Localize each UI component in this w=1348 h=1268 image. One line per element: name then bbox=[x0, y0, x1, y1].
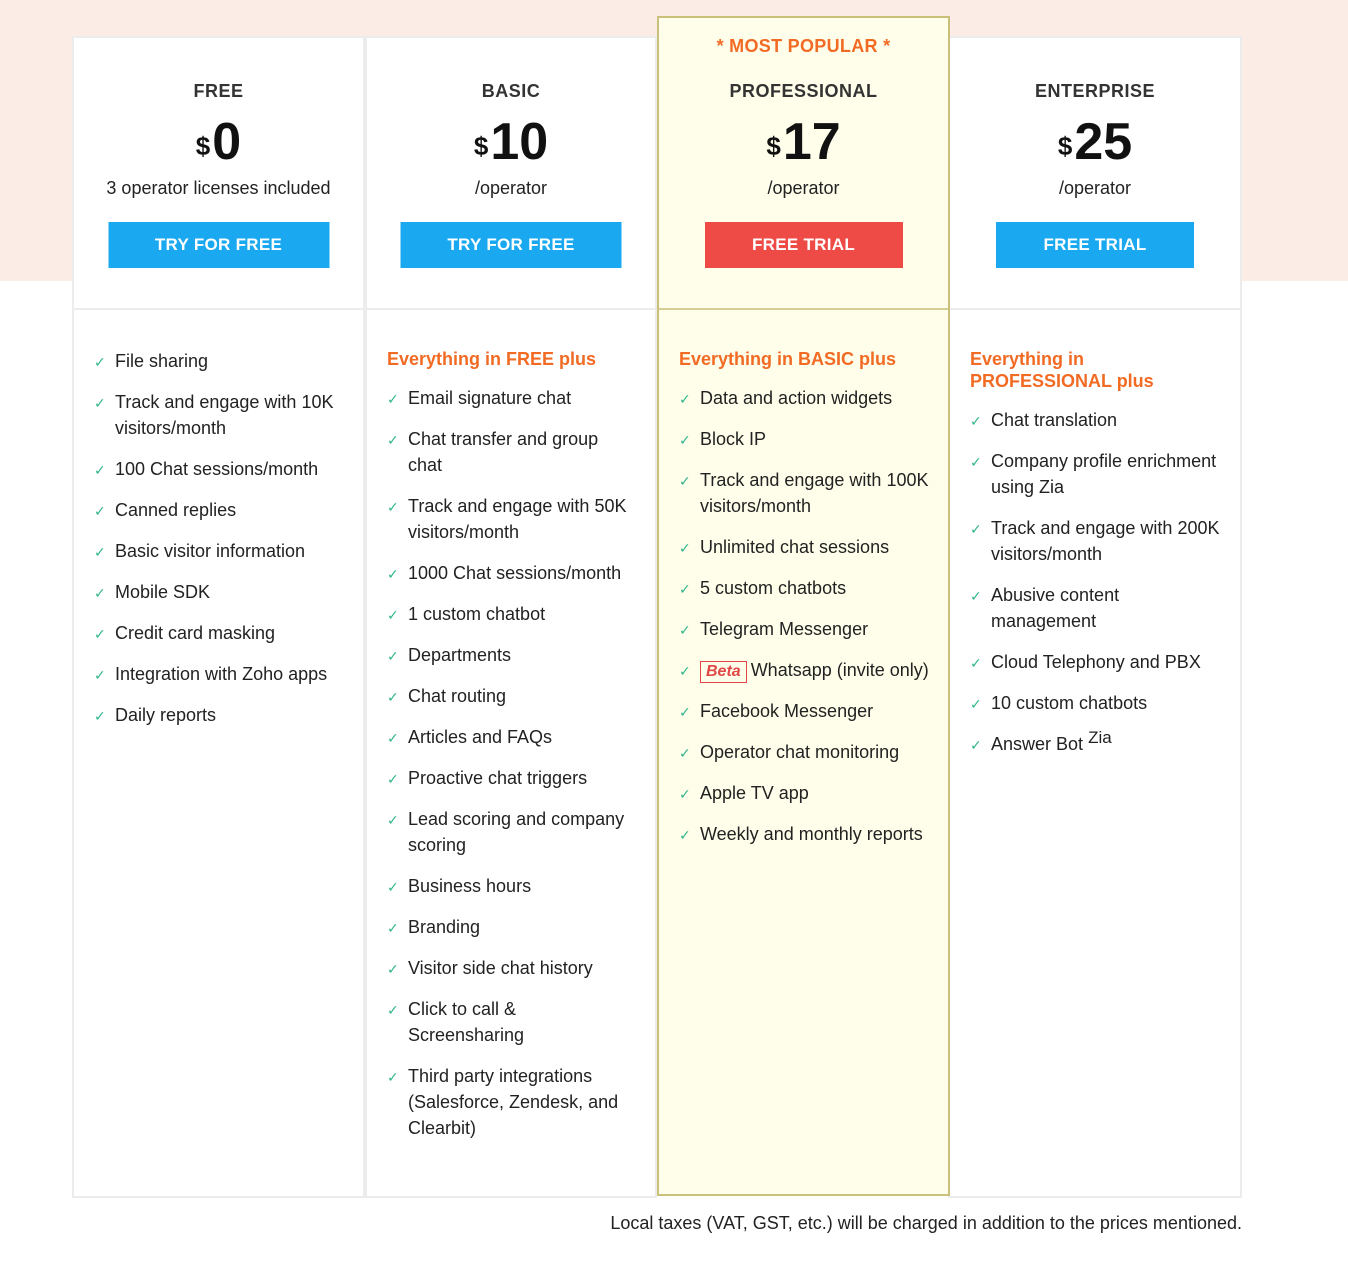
feature-item: ✓ Telegram Messenger bbox=[679, 619, 869, 639]
plus-title: Everything in PROFESSIONAL plus bbox=[970, 349, 1154, 391]
plan-name: BASIC bbox=[481, 81, 541, 101]
check-icon: ✓ bbox=[94, 667, 106, 683]
check-icon: ✓ bbox=[970, 521, 982, 537]
check-icon: ✓ bbox=[94, 395, 106, 411]
plan-header-professional bbox=[659, 18, 948, 310]
check-icon: ✓ bbox=[387, 920, 399, 936]
pricing-plans bbox=[72, 16, 1242, 1198]
check-icon: ✓ bbox=[387, 812, 399, 828]
check-icon: ✓ bbox=[387, 648, 399, 664]
check-icon: ✓ bbox=[970, 454, 982, 470]
feature-item: ✓ Articles and FAQs bbox=[387, 727, 553, 747]
feature-item: ✓ Beta Whatsapp (invite only) bbox=[679, 657, 948, 683]
check-icon: ✓ bbox=[94, 708, 106, 724]
plan-card-professional bbox=[657, 16, 950, 1196]
price-note: /operator bbox=[767, 178, 840, 198]
plan-price bbox=[367, 112, 655, 172]
plan-features-enterprise bbox=[950, 310, 1240, 772]
check-icon: ✓ bbox=[679, 745, 691, 761]
plan-name: PROFESSIONAL bbox=[729, 81, 878, 101]
price-amount: 0 bbox=[212, 113, 242, 171]
zia-superscript: Zia bbox=[1088, 728, 1112, 747]
feature-item: ✓ Facebook Messenger bbox=[679, 701, 874, 721]
feature-item: ✓ Credit card masking bbox=[94, 623, 276, 643]
feature-item: ✓ Track and engage with 200K visitors/month bbox=[970, 518, 1220, 564]
feature-item: ✓ 1000 Chat sessions/month bbox=[387, 563, 622, 583]
check-icon: ✓ bbox=[679, 827, 691, 843]
check-icon: ✓ bbox=[387, 607, 399, 623]
plan-features-professional bbox=[659, 310, 948, 862]
feature-item: ✓ Branding bbox=[387, 917, 481, 937]
free-trial-button[interactable]: FREE TRIAL bbox=[705, 222, 903, 268]
check-icon: ✓ bbox=[94, 626, 106, 642]
feature-item: ✓ Company profile enrichment using Zia bbox=[970, 451, 1217, 497]
feature-item: ✓ Mobile SDK bbox=[94, 582, 211, 602]
plan-name: FREE bbox=[193, 81, 244, 101]
feature-item: ✓ Daily reports bbox=[94, 705, 217, 725]
check-icon: ✓ bbox=[387, 1069, 399, 1085]
feature-item: ✓ Unlimited chat sessions bbox=[679, 537, 890, 557]
feature-item: ✓ Data and action widgets bbox=[679, 388, 893, 408]
feature-item: ✓ Departments bbox=[387, 645, 512, 665]
plan-card-free bbox=[72, 36, 365, 1198]
check-icon: ✓ bbox=[679, 663, 691, 679]
price-amount: 25 bbox=[1074, 113, 1133, 171]
feature-item: ✓ Click to call & Screensharing bbox=[387, 999, 525, 1045]
feature-item: ✓ 1 custom chatbot bbox=[387, 604, 546, 624]
currency-symbol: $ bbox=[766, 131, 781, 161]
plan-price bbox=[74, 112, 363, 172]
check-icon: ✓ bbox=[387, 566, 399, 582]
feature-item: ✓ Track and engage with 50K visitors/month bbox=[387, 496, 627, 542]
check-icon: ✓ bbox=[970, 737, 982, 753]
check-icon: ✓ bbox=[387, 1002, 399, 1018]
feature-item: ✓ 10 custom chatbots bbox=[970, 693, 1148, 713]
feature-item: ✓ Chat routing bbox=[387, 686, 507, 706]
beta-badge: Beta bbox=[700, 661, 747, 683]
plan-price bbox=[950, 112, 1240, 172]
check-icon: ✓ bbox=[970, 696, 982, 712]
check-icon: ✓ bbox=[94, 585, 106, 601]
try-for-free-button[interactable]: TRY FOR FREE bbox=[401, 222, 622, 268]
feature-item: ✓ Integration with Zoho apps bbox=[94, 664, 328, 684]
check-icon: ✓ bbox=[387, 499, 399, 515]
feature-item: ✓ Lead scoring and company scoring bbox=[387, 809, 625, 855]
check-icon: ✓ bbox=[679, 786, 691, 802]
plan-card-basic bbox=[365, 36, 657, 1198]
feature-item: ✓ Weekly and monthly reports bbox=[679, 824, 923, 844]
plan-header-basic bbox=[367, 38, 655, 310]
feature-item: ✓ Abusive content management bbox=[970, 585, 1120, 631]
check-icon: ✓ bbox=[679, 473, 691, 489]
feature-item: ✓ Third party integrations (Salesforce, Zendesk, and Clearbit) bbox=[387, 1066, 619, 1138]
feature-item: ✓ Cloud Telephony and PBX bbox=[970, 652, 1201, 672]
feature-item: ✓ Visitor side chat history bbox=[387, 958, 593, 978]
most-popular-badge: * MOST POPULAR * bbox=[716, 36, 891, 56]
check-icon: ✓ bbox=[94, 462, 106, 478]
feature-item: ✓ 100 Chat sessions/month bbox=[94, 459, 319, 479]
plan-name: ENTERPRISE bbox=[1034, 81, 1156, 101]
feature-item: ✓ Business hours bbox=[387, 876, 532, 896]
feature-item: ✓ Chat transfer and group chat bbox=[387, 429, 599, 475]
plus-title: Everything in FREE plus bbox=[387, 349, 597, 369]
price-amount: 10 bbox=[490, 113, 549, 171]
check-icon: ✓ bbox=[970, 655, 982, 671]
price-note: /operator bbox=[474, 178, 548, 198]
plan-card-enterprise bbox=[948, 36, 1242, 1198]
feature-item: ✓ File sharing bbox=[94, 351, 209, 371]
feature-item: ✓ Block IP bbox=[679, 429, 767, 449]
feature-item: ✓ Chat translation bbox=[970, 410, 1118, 430]
currency-symbol: $ bbox=[195, 131, 211, 161]
plan-price bbox=[659, 112, 948, 172]
plus-title: Everything in BASIC plus bbox=[679, 349, 897, 369]
check-icon: ✓ bbox=[387, 391, 399, 407]
feature-item: ✓ 5 custom chatbots bbox=[679, 578, 847, 598]
feature-item: ✓ Operator chat monitoring bbox=[679, 742, 900, 762]
plan-header-free bbox=[74, 38, 363, 310]
check-icon: ✓ bbox=[387, 961, 399, 977]
check-icon: ✓ bbox=[679, 391, 691, 407]
free-trial-button[interactable]: FREE TRIAL bbox=[996, 222, 1194, 268]
try-for-free-button[interactable]: TRY FOR FREE bbox=[108, 222, 329, 268]
feature-item: ✓ Track and engage with 10K visitors/month bbox=[94, 392, 334, 438]
check-icon: ✓ bbox=[387, 730, 399, 746]
check-icon: ✓ bbox=[679, 581, 691, 597]
check-icon: ✓ bbox=[679, 704, 691, 720]
check-icon: ✓ bbox=[970, 413, 982, 429]
feature-item: ✓ Apple TV app bbox=[679, 783, 809, 803]
currency-symbol: $ bbox=[1057, 131, 1073, 161]
check-icon: ✓ bbox=[387, 689, 399, 705]
tax-footnote: Local taxes (VAT, GST, etc.) will be charged in addition to the prices mentioned. bbox=[610, 1213, 1242, 1233]
feature-item: ✓ Answer Bot Zia bbox=[970, 728, 1112, 754]
price-note: 3 operator licenses included bbox=[106, 178, 331, 198]
feature-item: ✓ Proactive chat triggers bbox=[387, 768, 588, 788]
check-icon: ✓ bbox=[387, 879, 399, 895]
check-icon: ✓ bbox=[679, 622, 691, 638]
check-icon: ✓ bbox=[970, 588, 982, 604]
feature-item: ✓ Email signature chat bbox=[387, 388, 572, 408]
check-icon: ✓ bbox=[94, 354, 106, 370]
check-icon: ✓ bbox=[387, 432, 399, 448]
check-icon: ✓ bbox=[679, 540, 691, 556]
plan-features-basic bbox=[367, 310, 655, 1156]
plan-features-free bbox=[74, 310, 363, 743]
currency-symbol: $ bbox=[473, 131, 489, 161]
feature-item: ✓ Basic visitor information bbox=[94, 541, 306, 561]
feature-item: ✓ Canned replies bbox=[94, 500, 237, 520]
check-icon: ✓ bbox=[94, 544, 106, 560]
check-icon: ✓ bbox=[94, 503, 106, 519]
check-icon: ✓ bbox=[679, 432, 691, 448]
price-note: /operator bbox=[1058, 178, 1132, 198]
check-icon: ✓ bbox=[387, 771, 399, 787]
price-amount: 17 bbox=[782, 113, 841, 171]
plan-header-enterprise bbox=[950, 38, 1240, 310]
feature-item: ✓ Track and engage with 100K visitors/month bbox=[679, 470, 929, 516]
